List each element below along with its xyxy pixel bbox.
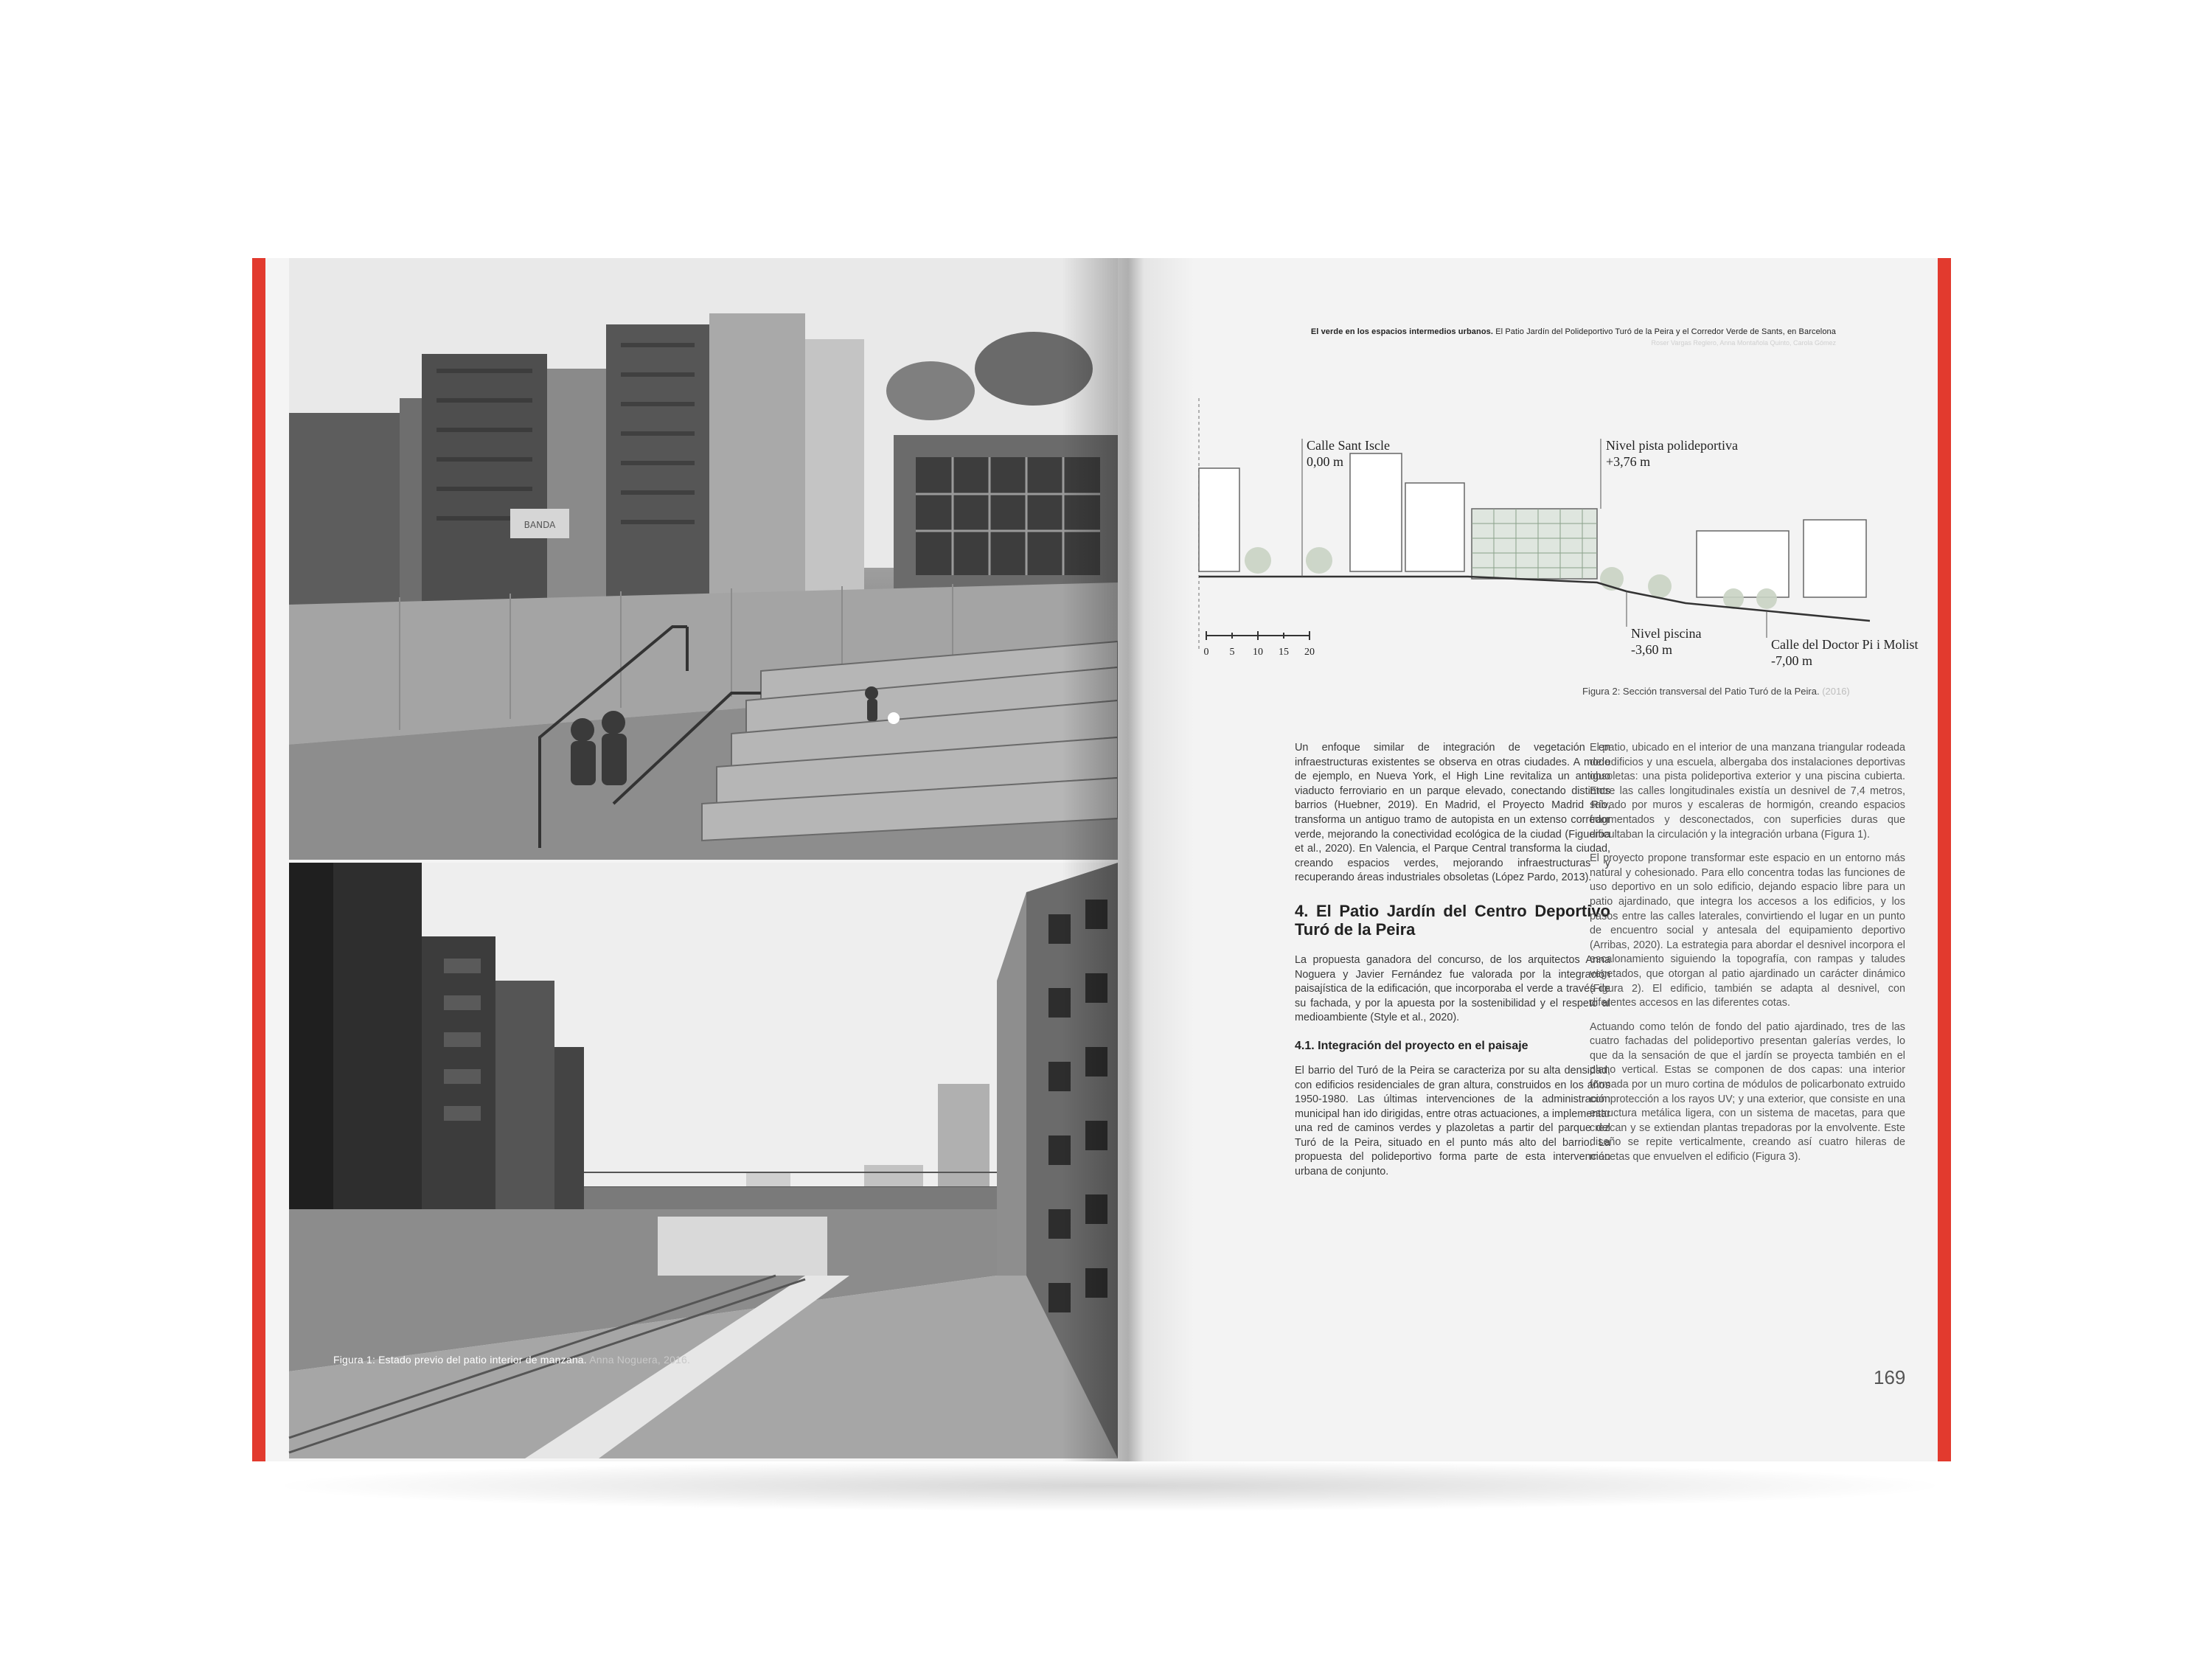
paragraph: El patio, ubicado en el interior de una manzana triangular rodeada de edificios y una escuela, albergaba dos instalaciones deportivas obsoletas: una pista polideportiva exterior y una piscina cubierta. Entre las calles longitudinales existía un desnivel de 7,4 metros, salvado por muros y escaleras de hormigón, creando espacios fragmentados y desconectados, con superficies duras que dificultaban la circulación y la integración urbana (Figura 1). (1590, 742, 1905, 841)
paragraph: El barrio del Turó de la Peira se caracteriza por su alta densidad, con edificios residenciales de gran altura, construidos en los años 1950-1980. Las últimas intervenciones de la administración municipal han ido dirigidas, entre otras actuaciones, a implementar una red de caminos verdes y plazoletas a partir del parque del Turó de la Peira, situado en el punto más alto del barrio. La propuesta del polideportivo forma parte de esta intervención urbana de conjunto. (1295, 1064, 1610, 1178)
section-building-1 (1199, 468, 1239, 571)
label-piscina-level: -3,60 m (1631, 642, 1672, 657)
figure-2-section-drawing (1184, 383, 1919, 700)
scale-tick-0: 0 (1203, 647, 1209, 658)
photo-patio-before-bottom (289, 863, 1118, 1458)
scale-tick-10: 10 (1253, 647, 1263, 658)
figure-1-caption (333, 1354, 690, 1366)
section-heading: 4. El Patio Jardín del Centro Deportivo Turó de la Peira (1295, 901, 1610, 939)
figure-1-caption-text: Figura 1: Estado previo del patio interior de manzana. (333, 1354, 587, 1366)
running-head (1311, 327, 1836, 336)
label-calle-sant-iscle-level: 0,00 m (1307, 454, 1344, 469)
section-sports-centre (1472, 509, 1597, 579)
section-building-2 (1350, 453, 1402, 571)
left-page (265, 258, 1118, 1461)
section-tree (1756, 588, 1777, 609)
right-page (1118, 258, 1938, 1461)
running-head-rest: El Patio Jardín del Polideportivo Turó de la Peira y el Corredor Verde de Sants, en Barcelona (1493, 327, 1836, 336)
figure-2-credit: (2016) (1822, 686, 1850, 697)
figure-1-credit: Anna Noguera, 2016. (589, 1354, 691, 1366)
label-pista-level: +3,76 m (1606, 454, 1651, 469)
section-building-5 (1697, 531, 1789, 597)
section-tree (1245, 547, 1271, 574)
photo-top-drawing (289, 258, 1118, 860)
photo-patio-before-top (289, 258, 1118, 860)
section-tree (1648, 574, 1672, 598)
text-column-right (1590, 741, 1905, 1175)
scale-bar (1206, 631, 1310, 640)
label-doctor-level: -7,00 m (1771, 653, 1812, 668)
figure-2-caption (1582, 686, 1850, 697)
section-building-6 (1804, 520, 1866, 597)
figure-2-caption-text: Figura 2: Sección transversal del Patio Turó de la Peira. (1582, 686, 1820, 697)
running-subhead: Roser Vargas Reglero, Anna Montañola Quinto, Carola Gómez (1651, 339, 1836, 347)
svg-text:BANDA: BANDA (524, 520, 556, 530)
paragraph: Un enfoque similar de integración de vegetación en infraestructuras existentes se observa en otras ciudades. A modo de ejemplo, en Nueva York, el High Line revitaliza un antiguo viaducto ferroviario en un parque elevado, conectando distintos barrios (Huebner, 2019). En Madrid, el Proyecto Madrid Río, transforma un antiguo tramo de autopista en un extenso corredor verde, mejorando la conectividad ecológica de la ciudad (Figueroa et al., 2020). En Valencia, el Parque Central transforma la ciudad, creando espacios verdes, mejorando infraestructuras y recuperando áreas industriales obsoletas (López Pardo, 2013). (1295, 742, 1610, 884)
book-edge-right (1938, 258, 1951, 1461)
label-piscina: Nivel piscina (1631, 626, 1702, 641)
photo-bottom-drawing (289, 863, 1118, 1458)
book-edge-left (252, 258, 265, 1461)
paragraph: Actuando como telón de fondo del patio ajardinado, tres de las cuatro fachadas del polideportivo presentan galerías verdes, lo que da la sensación de que el jardín se proyecta también en el plano vertical. Estas se componen de dos capas: una interior formada por un muro cortina de módulos de policarbonato extruido con protección a los rayos UV; y una exterior, que consiste en una estructura metálica ligera, con un sistema de macetas, para que crezcan y se extiendan plantas trepadoras por la envolvente. Este diseño se repite verticalmente, creando así cuatro hileras de macetas que envuelven el edificio (Figura 3). (1590, 1020, 1905, 1164)
section-tree (1723, 588, 1744, 609)
book-shadow (265, 1460, 1954, 1512)
subsection-heading: 4.1. Integración del proyecto en el paisaje (1295, 1039, 1528, 1052)
paragraph: La propuesta ganadora del concurso, de los arquitectos Anna Noguera y Javier Fernández fue valorada por la integración paisajística de la edificación, que incorporaba el verde a través de su fachada, y por la apuesta por la sostenibilidad y el respeto al medioambiente (Style et al., 2020). (1295, 953, 1610, 1024)
label-doctor: Calle del Doctor Pi i Molist (1771, 637, 1919, 652)
label-pista: Nivel pista polideportiva (1606, 438, 1738, 453)
scale-tick-20: 20 (1304, 647, 1315, 658)
text-column-left (1295, 741, 1610, 1189)
section-building-3 (1405, 483, 1464, 571)
section-tree (1306, 547, 1332, 574)
label-calle-sant-iscle: Calle Sant Iscle (1307, 438, 1390, 453)
scale-tick-5: 5 (1229, 647, 1235, 658)
running-head-bold: El verde en los espacios intermedios urbanos. (1310, 327, 1494, 336)
scale-tick-15: 15 (1279, 647, 1289, 658)
paragraph: El proyecto propone transformar este espacio en un entorno más natural y cohesionado. Para ello concentra todas las funciones de uso deportivo en un solo edificio, dejando espacio libre para un patio ajardinado, que integra los accesos a los edificios, y los pasos entre las calles laterales, convirtiendo el lugar en un punto de encuentro social y antesala del equipamiento deportivo (Arribas, 2020). La estrategia para abordar el desnivel incorpora el escalonamiento siguiendo la topografía, con rampas y taludes vegetados, que otorgan al patio ajardinado un carácter dinámico (Figura 2). El edificio, también se adapta al desnivel, con diferentes accesos en las diferentes cotas. (1590, 852, 1905, 1009)
page-number: 169 (1874, 1366, 1906, 1388)
